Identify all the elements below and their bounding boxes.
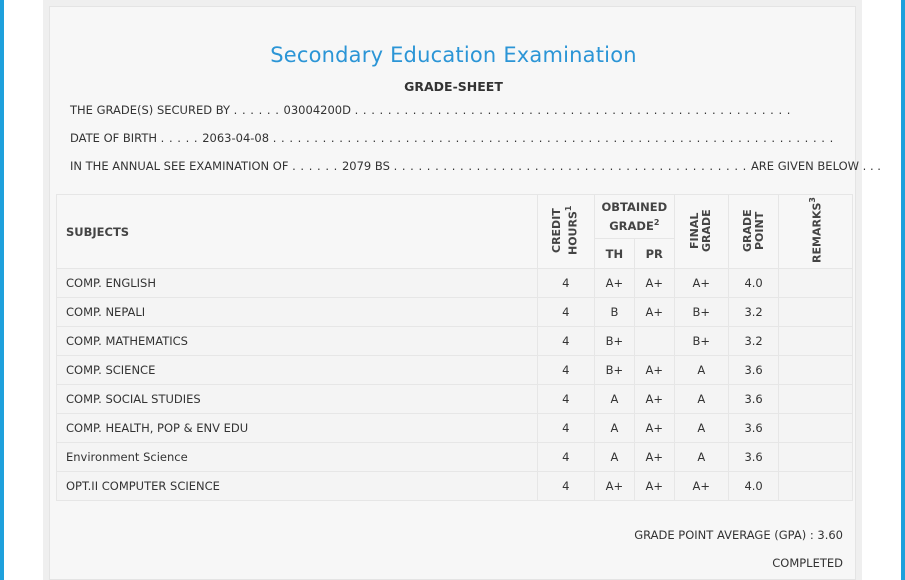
remarks-cell [779,472,853,501]
dob-line: DATE OF BIRTH . . . . . 2063-04-08 . . . . . . . . . . . . . . . . . . . . . . . . . . . . . . . . . . . . . . . . . . . . . . . . . . . . . . . . . . . . . . . . . . . . [70,131,834,145]
header-final-grade: FINAL GRADE [674,195,728,269]
credit-hours-cell: 4 [537,414,594,443]
table-row [57,269,853,298]
credit-hours-cell: 4 [537,356,594,385]
header-obtained-grade: OBTAINED GRADE$^2$ [594,195,674,239]
grade-sheet-panel [49,6,881,580]
remarks-cell [779,327,853,356]
page-title: Secondary Education Examination [270,43,637,67]
secured-by-label: THE GRADE(S) SECURED BY [70,103,231,117]
pr-grade-cell: A+ [634,385,674,414]
table-row [57,298,853,327]
left-accent-bar [0,0,4,580]
exam-line: IN THE ANNUAL SEE EXAMINATION OF . . . . . . 2079 BS . . . . . . . . . . . . . . . . . . . . . . . . . . . . . . . . . . . . . . . . . . . ARE GIVEN BELOW . . . [70,159,881,173]
subject-cell: COMP. SOCIAL STUDIES [57,385,538,414]
exam-label: IN THE ANNUAL SEE EXAMINATION OF [70,159,289,173]
grade-point-cell: 3.6 [728,443,778,472]
pr-grade-cell: A+ [634,472,674,501]
page-subtitle: GRADE-SHEET [404,79,503,94]
final-grade-cell: A+ [674,269,728,298]
table-row [57,327,853,356]
pr-grade-cell: A+ [634,414,674,443]
pr-grade-cell: A+ [634,298,674,327]
remarks-cell [779,385,853,414]
grade-point-cell: 4.0 [728,269,778,298]
grades-table [56,194,853,501]
remarks-cell [779,298,853,327]
remarks-cell [779,414,853,443]
pr-grade-cell: A+ [634,356,674,385]
table-row [57,443,853,472]
grades-table-wrap [56,194,853,501]
remarks-cell [779,443,853,472]
secured-by-line: THE GRADE(S) SECURED BY . . . . . . 03004200D . . . . . . . . . . . . . . . . . . . . . . . . . . . . . . . . . . . . . . . . . . . . . . . . . . . . . [70,103,791,117]
final-grade-cell: B+ [674,327,728,356]
credit-hours-cell: 4 [537,298,594,327]
header-grade-point: GRADE POINT [728,195,778,269]
dob-label: DATE OF BIRTH [70,131,158,145]
grade-point-cell: 3.2 [728,298,778,327]
exam-suffix: ARE GIVEN BELOW . . . [750,159,881,173]
credit-hours-cell: 4 [537,385,594,414]
subject-cell: COMP. MATHEMATICS [57,327,538,356]
subject-cell: COMP. HEALTH, POP & ENV EDU [57,414,538,443]
subject-cell: COMP. NEPALI [57,298,538,327]
credit-hours-cell: 4 [537,472,594,501]
grade-point-cell: 3.6 [728,385,778,414]
th-grade-cell: B [594,298,634,327]
final-grade-cell: A [674,414,728,443]
grade-point-cell: 3.6 [728,356,778,385]
final-grade-cell: B+ [674,298,728,327]
remarks-cell [779,269,853,298]
date-of-birth: 2063-04-08 [202,131,270,145]
th-grade-cell: B+ [594,356,634,385]
header-pr: PR [634,239,674,269]
header-remarks: REMARKS$^3$ [779,195,853,269]
final-grade-cell: A [674,385,728,414]
grade-point-cell: 4.0 [728,472,778,501]
subject-cell: COMP. SCIENCE [57,356,538,385]
gpa-summary: GRADE POINT AVERAGE (GPA) : 3.60 [634,528,843,542]
remarks-cell [779,356,853,385]
grade-point-cell: 3.6 [728,414,778,443]
credit-hours-cell: 4 [537,269,594,298]
grade-sheet-container [43,0,881,580]
table-row [57,385,853,414]
right-accent-bar [901,0,905,580]
table-row [57,356,853,385]
subject-cell: OPT.II COMPUTER SCIENCE [57,472,538,501]
pr-grade-cell: A+ [634,269,674,298]
pr-grade-cell: A+ [634,443,674,472]
final-grade-cell: A [674,356,728,385]
table-row [57,472,853,501]
result-status: COMPLETED [772,556,843,570]
header-subjects: SUBJECTS [57,195,538,269]
credit-hours-cell: 4 [537,443,594,472]
subject-cell: COMP. ENGLISH [57,269,538,298]
symbol-number: 03004200D [283,103,351,117]
final-grade-cell: A [674,443,728,472]
table-row [57,414,853,443]
th-grade-cell: A [594,414,634,443]
header-credit-hours: CREDIT HOURS$^1$ [537,195,594,269]
th-grade-cell: A+ [594,269,634,298]
exam-year: 2079 BS [341,159,390,173]
final-grade-cell: A+ [674,472,728,501]
grade-point-cell: 3.2 [728,327,778,356]
th-grade-cell: B+ [594,327,634,356]
th-grade-cell: A+ [594,472,634,501]
subject-cell: Environment Science [57,443,538,472]
th-grade-cell: A [594,385,634,414]
credit-hours-cell: 4 [537,327,594,356]
header-th: TH [594,239,634,269]
th-grade-cell: A [594,443,634,472]
pr-grade-cell [634,327,674,356]
